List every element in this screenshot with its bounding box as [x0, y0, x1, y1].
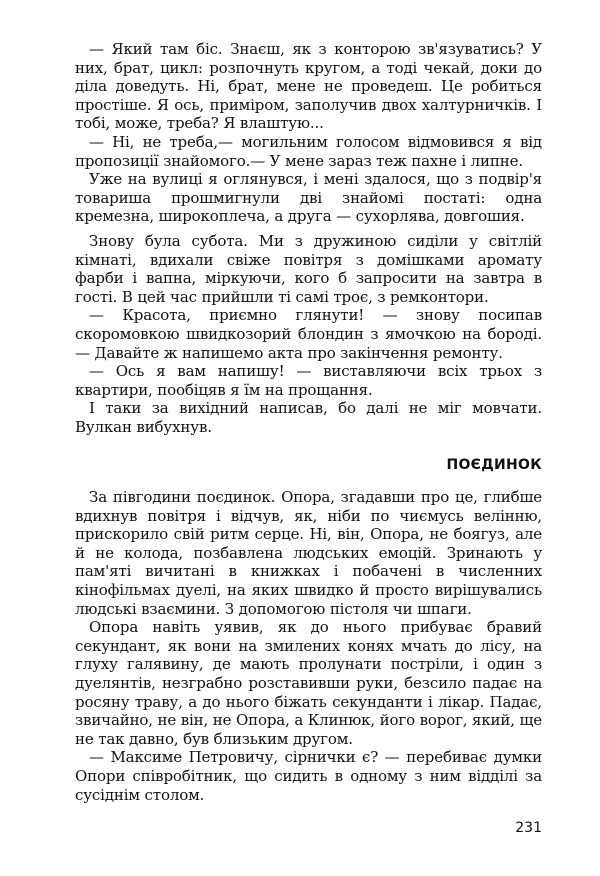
paragraph: — Ні, не треба,— могильним голосом відмовився я від пропозиції знайомого.— У мене зараз теж пахне і липне. [75, 132, 542, 170]
page-number: 231 [515, 820, 542, 836]
paragraph: — Красота, приємно глянути! — знову посипав скоромовкою швидкозорий блондин з ямочкою на бороді.— Давайте ж напишемо акта про закінчення ремонту. [75, 306, 542, 362]
paragraph: — Максиме Петровичу, сірнички є? — перебиває думки Опори співробітник, що сидить в одному з ним відділі за сусіднім столом. [75, 748, 542, 804]
paragraph: — Ось я вам напишу! — виставляючи всіх трьох з квартири, пообіцяв я їм на прощання. [75, 362, 542, 399]
story-heading: ПОЄДИНОК [446, 457, 542, 473]
text-section-2 [75, 232, 542, 437]
paragraph: — Який там біс. Знаєш, як з конторою зв'язуватись? У них, брат, цикл: розпочнуть кругом, а тоді чекай, доки до діла доведуть. Ні, брат, мене не проведеш. Це робиться простіше. Я ось, приміром, заполучив двох халтурничків. І тобі, може, треба? Я влаштую... [75, 40, 542, 133]
text-section-1 [75, 40, 542, 226]
paragraph: І таки за вихідний написав, бо далі не міг мовчати. Вулкан вибухнув. [75, 399, 542, 436]
paragraph: Опора навіть уявив, як до нього прибуває бравий секундант, як вони на змилених конях мчать до лісу, на глуху галявину, де мають пролунати постріли, і один з дуелянтів, незграбно розставивши руки, безсило падає на росяну траву, а до нього біжать секунданти і лікар. Падає, звичайно, не він, не Опора, а Клинюк, його ворог, який, ще не так давно, був близьким другом. [75, 618, 543, 748]
text-section-3 [75, 488, 542, 804]
paragraph: Знову була субота. Ми з дружиною сиділи у світлій кімнаті, вдихали свіже повітря з домішками аромату фарби і вапна, міркуючи, кого б запросити на завтра в гості. В цей час прийшли ті самі троє, з ремконтори. [75, 232, 542, 306]
paragraph: Уже на вулиці я оглянувся, і мені здалося, що з подвір'я товариша прошмигнули дві знайомі постаті: одна кремезна, широкоплеча, а друга — сухорлява, довгошия. [75, 170, 542, 226]
paragraph: За півгодини поєдинок. Опора, згадавши про це, глибше вдихнув повітря і відчув, як, ніби по чиємусь велінню, прискорило свій ритм серце. Ні, він, Опора, не боягуз, але й не колода, позбавлена людських емоцій. Зринають у пам'яті вичитані в книжках і побачені в численних кінофільмах дуелі, на яких швидко й просто вирішувались людські взаємини. З допомогою пістоля чи шпаги. [75, 488, 542, 618]
